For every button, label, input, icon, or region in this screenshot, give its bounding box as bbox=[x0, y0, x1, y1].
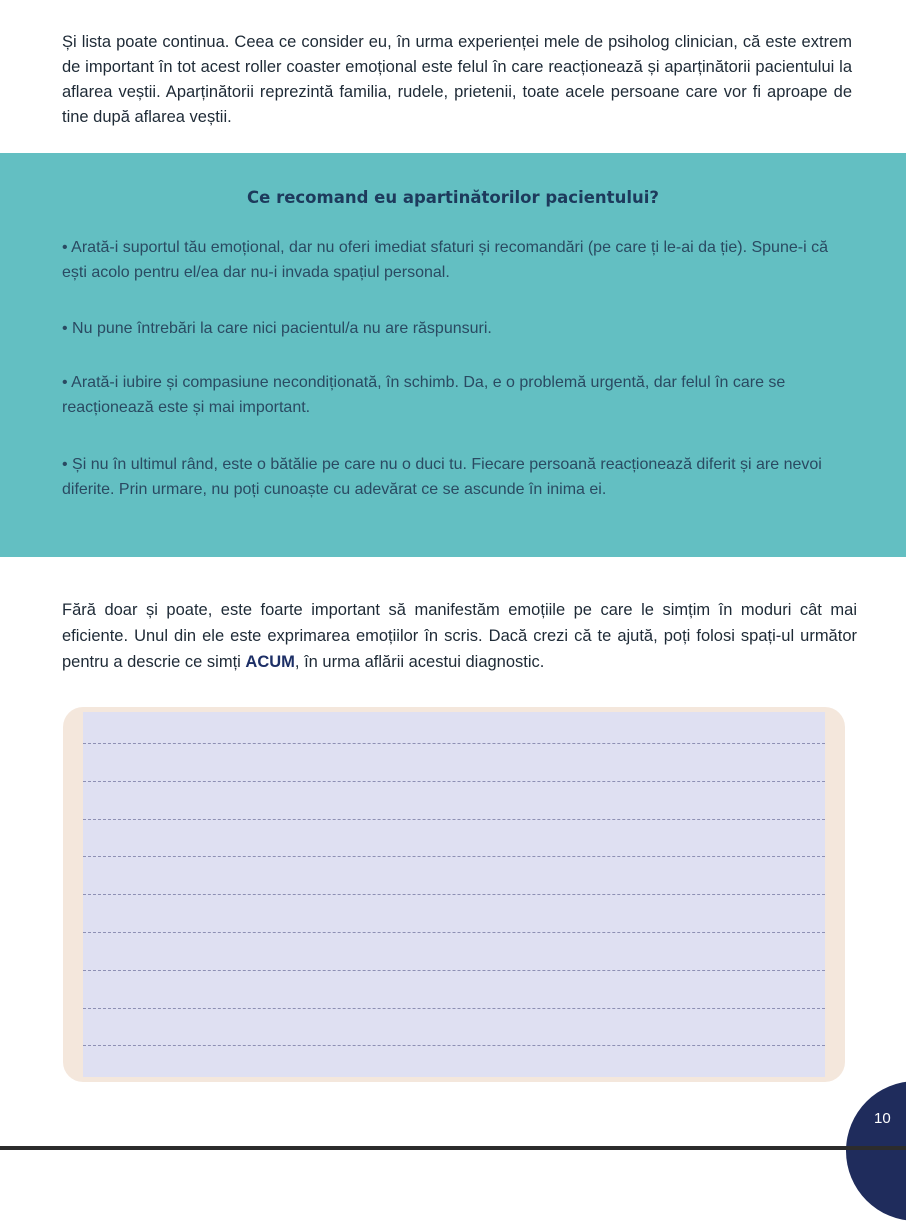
writing-line bbox=[83, 894, 825, 895]
writing-line bbox=[83, 781, 825, 782]
outro-emphasis: ACUM bbox=[245, 653, 295, 671]
writing-line bbox=[83, 856, 825, 857]
recommendation-item: • Arată-i suportul tău emoțional, dar nu oferi imediat sfaturi și recomandări (pe care ți le-ai da ție). Spune-i că ești acolo pentru el/ea dar nu-i invada spațiul personal. bbox=[62, 239, 828, 281]
writing-line bbox=[83, 743, 825, 744]
writing-line bbox=[83, 819, 825, 820]
outro-text-before: Fără doar și poate, este foarte important să manifestăm emoțiile pe care le simțim în moduri cât mai eficiente. Unul din ele este exprimarea emoțiilor în scris. Dacă crezi că te ajută, poți folosi spați-ul următor pentru a descrie ce simți bbox=[62, 601, 857, 671]
writing-line bbox=[83, 932, 825, 933]
outro-paragraph bbox=[62, 597, 857, 675]
bottom-divider bbox=[0, 1146, 906, 1150]
recommendation-item: • Și nu în ultimul rând, este o bătălie pe care nu o duci tu. Fiecare persoană reacționează diferit și are nevoi diferite. Prin urmare, nu poți cunoaște cu adevărat ce se ascunde în inima ei. bbox=[62, 456, 822, 498]
writing-line bbox=[83, 970, 825, 971]
writing-line bbox=[83, 1045, 825, 1046]
writing-area[interactable] bbox=[83, 712, 825, 1077]
outro-text-after: , în urma aflării acestui diagnostic. bbox=[294, 653, 545, 671]
page-number: 10 bbox=[874, 1110, 891, 1127]
recommendations-title: Ce recomand eu apartinătorilor pacientului? bbox=[247, 188, 659, 207]
intro-paragraph: Și lista poate continua. Ceea ce consider eu, în urma experienței mele de psiholog clinician, că este extrem de important în tot acest roller coaster emoțional este felul în care reacționează și aparținătorii pacientului la aflarea veștii. Aparținătorii reprezintă familia, rudele, prietenii, toate acele persoane care vor fi aproape de tine după aflarea veștii. bbox=[62, 33, 852, 126]
recommendation-item: • Nu pune întrebări la care nici pacientul/a nu are răspunsuri. bbox=[62, 320, 492, 337]
page-number-badge bbox=[846, 1081, 906, 1221]
recommendation-item: • Arată-i iubire și compasiune necondiționată, în schimb. Da, e o problemă urgentă, dar felul în care se reacționează este și mai important. bbox=[62, 374, 786, 416]
writing-line bbox=[83, 1008, 825, 1009]
